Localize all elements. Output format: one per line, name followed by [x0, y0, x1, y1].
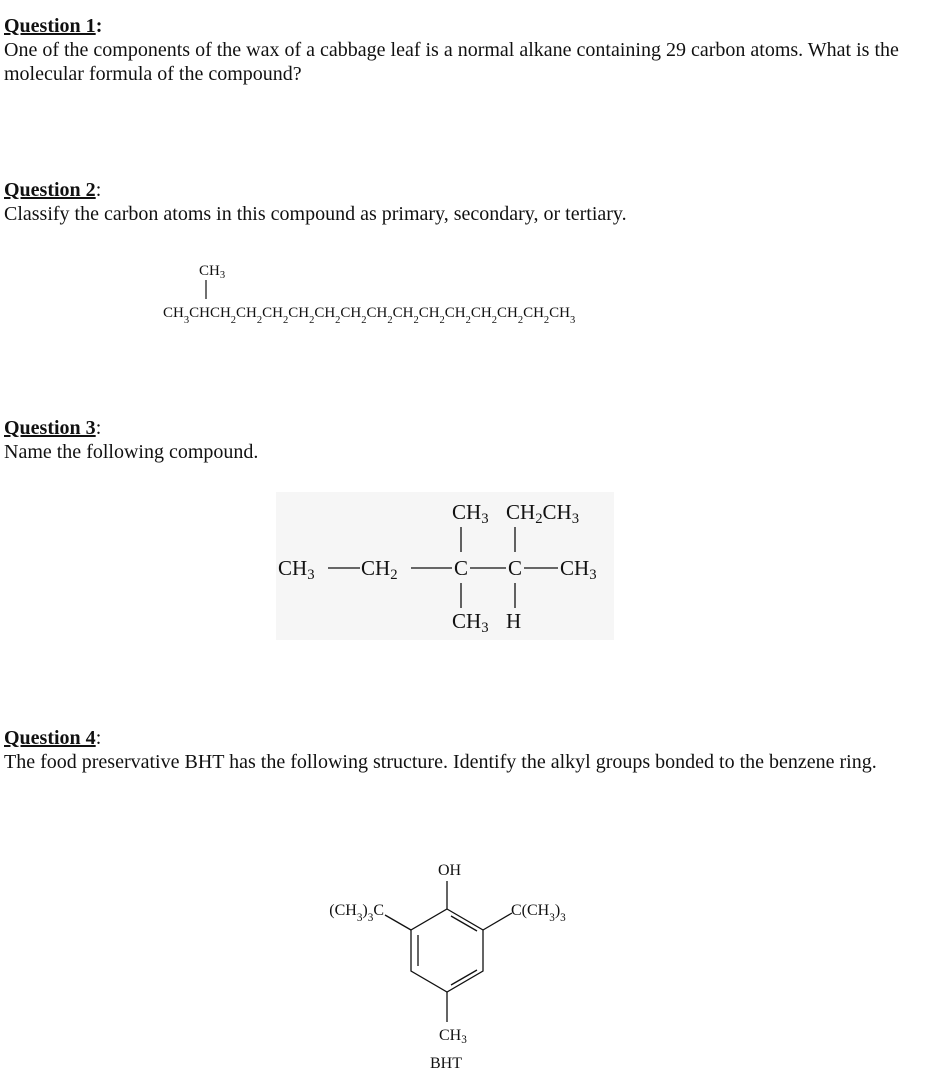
q2-chain-ch2-sub: 2 [309, 314, 315, 326]
q2-chain-start-sub: 3 [183, 314, 190, 326]
q2-chain-ch2: CH [288, 305, 310, 321]
q4-right-part: C(CH [511, 902, 550, 919]
question-2-text: Classify the carbon atoms in this compound as primary, secondary, or tertiary. [4, 203, 627, 225]
q4-structure [290, 850, 610, 1080]
q2-chain-end: CH [549, 305, 570, 321]
q2-chain-ch2: CH [523, 305, 544, 321]
q4-left-part: ) [362, 902, 368, 919]
question-3-colon: : [95, 417, 102, 439]
q4-benzene-ring [411, 909, 483, 992]
question-1-colon: : [95, 15, 103, 37]
q4-left-tert-butyl [329, 902, 384, 924]
question-1 [4, 14, 904, 86]
q2-structure [150, 255, 770, 325]
q2-chain-ch: CH [189, 305, 210, 321]
q2-chain-ch2: CH [496, 305, 518, 321]
q2-branch-ch3: $CH_3$ [199, 263, 226, 281]
q3-bottom-left-ch3: CH3 [452, 609, 489, 636]
q3-carbon-2: C [508, 556, 523, 580]
q2-chain-ch2: CH [314, 305, 336, 321]
q3-bottom-right-h: H [506, 609, 522, 633]
q2-chain-ch2: CH [366, 305, 388, 321]
q4-right-tert-butyl [511, 902, 566, 924]
q2-chain-end-sub: 3 [570, 314, 576, 326]
q3-left-ch2: CH2 [361, 556, 398, 583]
question-3-heading: Question 3 [4, 417, 96, 439]
q4-right-part: ) [554, 902, 561, 919]
q4-caption: BHT [430, 1055, 462, 1072]
q2-chain-ch2-sub: 2 [282, 314, 289, 326]
q2-chain-ch2: CH [340, 305, 362, 321]
question-3-text: Name the following compound. [4, 441, 259, 463]
question-2-heading: Question 2 [4, 179, 96, 201]
q3-structure [276, 492, 614, 640]
question-4 [4, 726, 904, 774]
q2-chain-ch2-sub: 2 [230, 314, 237, 326]
q2-chain-ch2-sub: 2 [335, 314, 341, 326]
q3-left-ch3: CH3 [278, 556, 315, 583]
q2-chain-ch2-sub: 2 [491, 314, 497, 326]
q4-left-part: C [373, 902, 384, 919]
question-2-colon: : [95, 179, 102, 201]
q2-chain-ch2: CH [470, 305, 492, 321]
q2-chain-ch2: CH [236, 305, 257, 321]
q2-chain-ch2-sub: 2 [543, 314, 550, 326]
question-4-heading: Question 4 [4, 727, 96, 749]
q2-chain-ch2-sub: 2 [413, 314, 419, 326]
q4-bond-left [385, 915, 411, 930]
q2-chain-ch2: CH [418, 305, 440, 321]
q4-left-part: 3 [356, 912, 363, 924]
question-1-text: One of the components of the wax of a cabbage leaf is a normal alkane containing 29 carbon atoms. What is the molecular formula of the compound? [4, 39, 899, 85]
q2-main-chain [163, 305, 575, 326]
question-2 [4, 178, 904, 226]
q4-left-part: (CH [329, 902, 357, 919]
question-3 [4, 416, 904, 464]
q2-chain-ch2-sub: 2 [256, 314, 263, 326]
q2-chain-ch2: CH [262, 305, 283, 321]
q4-right-part: 3 [549, 912, 555, 924]
q4-right-part: 3 [560, 912, 566, 924]
q2-chain-ch2: CH [444, 305, 466, 321]
q2-chain-ch2-sub: 2 [361, 314, 367, 326]
q4-oh-label: OH [438, 862, 462, 879]
question-4-text: The food preservative BHT has the following structure. Identify the alkyl groups bonded to the benzene ring. [4, 751, 877, 773]
q2-chain-start: CH [163, 305, 184, 321]
q3-right-ch3: CH3 [560, 556, 597, 583]
q2-chain-ch2-sub: 2 [439, 314, 445, 326]
q2-chain-ch2-sub: 2 [387, 314, 393, 326]
q3-top-right-ethyl: CH2CH3 [506, 500, 580, 527]
q3-carbon-1: C [454, 556, 469, 580]
question-1-heading: Question 1 [4, 15, 96, 37]
q2-chain-ch2: CH [392, 305, 414, 321]
q4-left-part: 3 [367, 912, 374, 924]
q2-chain-ch2-sub: 2 [465, 314, 471, 326]
q4-bond-right [483, 913, 512, 930]
q3-top-left-ch3: CH3 [452, 500, 489, 527]
q2-chain-ch2-sub: 2 [517, 314, 524, 326]
q4-bottom-ch3: CH3 [439, 1027, 467, 1046]
question-4-colon: : [95, 727, 102, 749]
q2-chain-ch2: CH [209, 305, 231, 321]
